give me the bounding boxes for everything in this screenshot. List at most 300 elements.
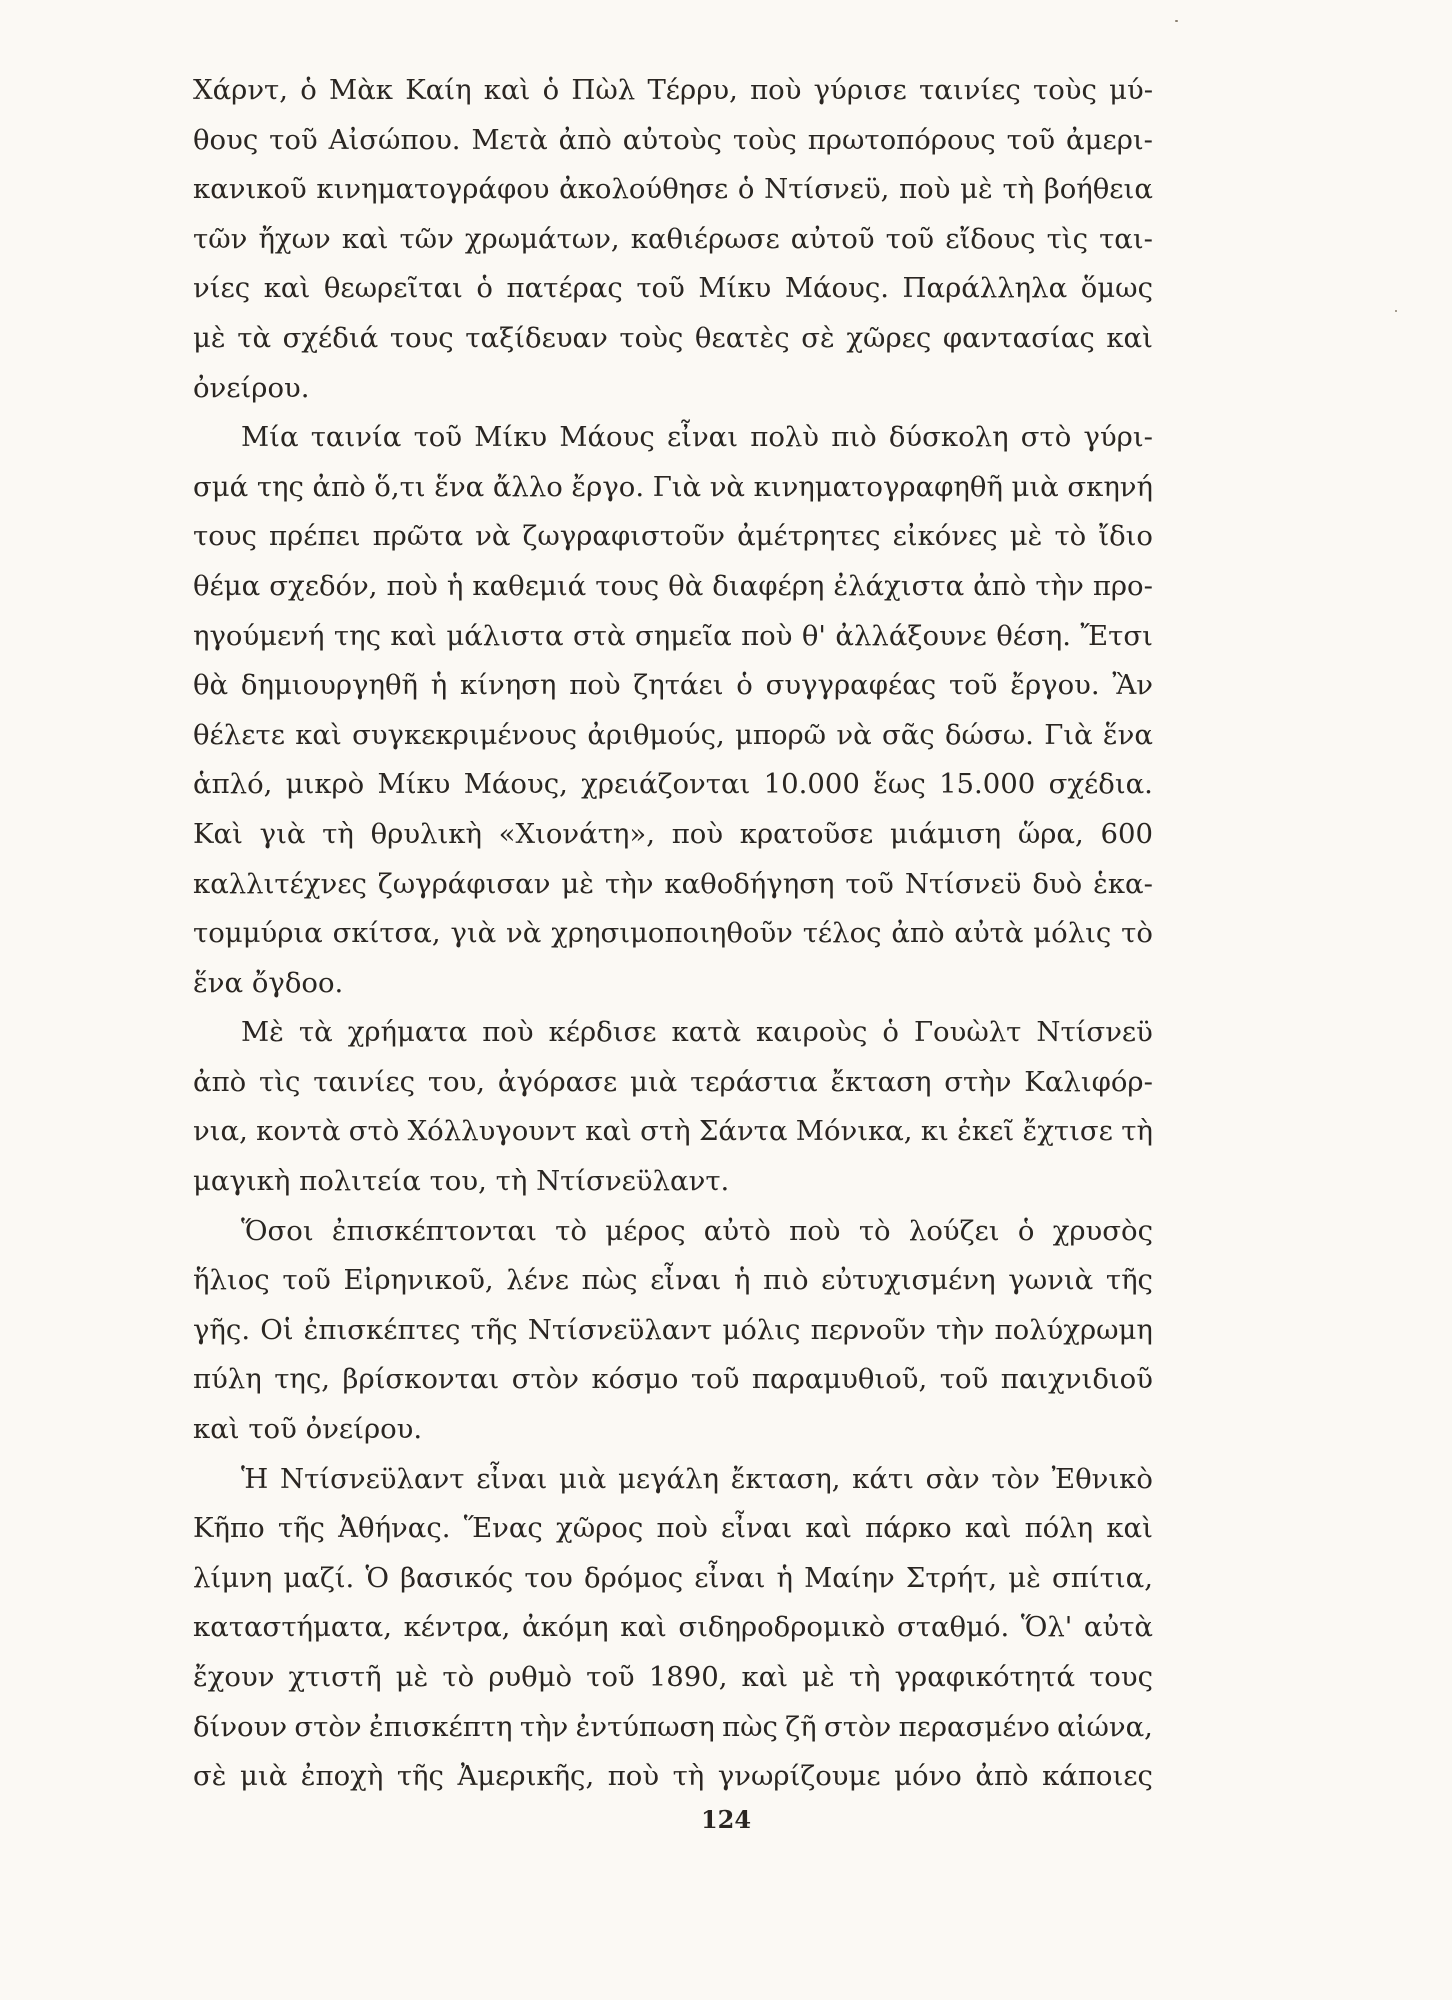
word: της — [333, 619, 381, 652]
word: ἴδιο — [1098, 520, 1153, 553]
text-line — [193, 116, 1153, 166]
word: τοῦ — [413, 421, 463, 454]
word: ηγούμενή — [193, 619, 325, 652]
word: φαντασίας — [942, 321, 1095, 354]
word: μὲ — [960, 173, 993, 206]
word: 15.000 — [939, 768, 1036, 801]
word: ἥλιος — [193, 1264, 270, 1297]
word: ἔκταση — [830, 1065, 932, 1098]
word: Αἰσώπου. — [328, 123, 461, 156]
word: ὁ — [882, 1016, 899, 1049]
text-line — [193, 1554, 1153, 1604]
word: σπίτια, — [1052, 1561, 1153, 1594]
word: σὲ — [801, 321, 835, 354]
word: ἁπλό, — [193, 768, 273, 801]
word: ἄλλο — [492, 470, 563, 503]
word: τὰ — [237, 321, 272, 354]
word: μὲ — [561, 867, 595, 900]
word: κινηματογράφου — [316, 173, 550, 206]
word: δρόμος — [584, 1561, 684, 1594]
word: Ντίσνεϋλαντ. — [536, 1165, 730, 1198]
word: μὲ — [1009, 520, 1043, 553]
word: τὸ — [1054, 520, 1087, 553]
word: Μετὰ — [471, 123, 548, 156]
word: πὼς — [722, 1710, 778, 1743]
word: θέση. — [996, 619, 1071, 652]
word: ἀμέτρητες — [737, 520, 881, 553]
word: ρυθμὸ — [488, 1661, 573, 1693]
word: τεράστια — [690, 1065, 818, 1098]
word: Ντίσνεϋλαντ — [527, 1313, 713, 1346]
word: τους — [595, 569, 660, 602]
text-line — [193, 1752, 1153, 1802]
word: ται- — [1099, 222, 1153, 255]
word: σᾶς — [881, 718, 935, 751]
word: Μία — [241, 421, 299, 454]
word: ἔχουν — [193, 1661, 275, 1693]
word: θεατὲς — [694, 321, 790, 354]
word: τὸν — [991, 1462, 1040, 1495]
word: τους — [1089, 1661, 1153, 1693]
word: ὁ — [476, 272, 493, 305]
word: Καίη — [405, 74, 472, 106]
word: πὼς — [581, 1264, 638, 1297]
word: ποὺ — [741, 619, 793, 652]
word: μὲ — [802, 1661, 835, 1693]
paper-speck — [1175, 20, 1178, 22]
word: ἕνα — [434, 470, 485, 503]
word: τοῦ — [885, 222, 935, 255]
text-line — [193, 1058, 1153, 1108]
word: ἔκταση, — [730, 1462, 841, 1495]
word: βασικός — [400, 1561, 514, 1594]
word: μεγάλη — [617, 1462, 719, 1495]
word: τοὺς — [732, 123, 797, 156]
word: ἐλάχιστα — [833, 569, 965, 602]
word: στὸν — [823, 1710, 892, 1743]
text-line — [193, 1207, 1153, 1257]
word: ἡ — [733, 1264, 751, 1297]
word: ἀκολούθησε — [559, 173, 729, 206]
text-line — [193, 909, 1153, 959]
word: μόνο — [894, 1760, 962, 1793]
paper-speck — [1395, 310, 1397, 312]
word: δύσκολη — [888, 421, 1009, 454]
text-line — [193, 1405, 1153, 1455]
text-line — [193, 1355, 1153, 1405]
text-line — [193, 1008, 1153, 1058]
word: ἡ — [776, 1561, 793, 1594]
text-line — [193, 364, 1153, 414]
word: καὶ — [341, 222, 389, 255]
word: τοῦ — [636, 272, 685, 305]
word: του, — [427, 1065, 486, 1098]
word: αὐτὸ — [703, 1214, 771, 1247]
word: Μίκυ — [698, 272, 772, 305]
word: λούζει — [908, 1214, 1000, 1247]
word: τὴ — [495, 1165, 528, 1198]
word: στὴν — [944, 1065, 1012, 1098]
word: πολιτεία — [299, 1165, 421, 1198]
word: ὅ,τι — [374, 470, 426, 503]
word: σὲ — [193, 1760, 227, 1793]
word: τους — [193, 520, 257, 553]
word: Παράλληλα — [902, 272, 1068, 305]
word: μιὰ — [559, 1462, 607, 1495]
word: εἶναι — [650, 1264, 722, 1297]
word: τὸ — [858, 1214, 891, 1247]
word: ποὺ — [899, 173, 951, 206]
word: θὰ — [668, 569, 704, 602]
word: καὶ — [1106, 321, 1153, 354]
word: τὴ — [322, 817, 354, 850]
word: στὸ — [348, 1115, 400, 1148]
word: ἐπισκέπτες — [303, 1313, 461, 1346]
word: δίνουν — [193, 1710, 288, 1743]
word: ἕνα — [193, 966, 244, 999]
word: ἀπὸ — [973, 569, 1027, 602]
text-line — [193, 612, 1153, 662]
word: κόσμο — [591, 1363, 679, 1396]
word: καθιέρωσε — [630, 222, 780, 255]
word: πύλη — [193, 1363, 262, 1396]
word: τὴ — [848, 1661, 881, 1693]
word: Μὲ — [241, 1016, 284, 1049]
text-line — [193, 810, 1153, 860]
word: 10.000 — [763, 768, 860, 801]
word: Στρήτ, — [905, 1561, 998, 1594]
word: τῆς — [277, 1512, 325, 1545]
word: ἡ — [430, 669, 448, 702]
word: καὶ — [620, 1611, 667, 1644]
word: εἰκόνες — [892, 520, 998, 553]
word: Ἕνας — [463, 1512, 543, 1545]
text-line — [193, 314, 1153, 364]
word: Ἔτσι — [1080, 619, 1153, 652]
word: νια, — [193, 1115, 248, 1148]
word: ἕνα — [1102, 718, 1153, 751]
word: τοῦ — [845, 867, 894, 900]
text-line — [193, 1603, 1153, 1653]
word: ἀριθμούς, — [587, 718, 725, 751]
word: ἀλλάξουνε — [835, 619, 987, 652]
word: Μίκυ — [377, 768, 451, 801]
word: ἕως — [873, 768, 926, 801]
word: πάρκο — [865, 1512, 952, 1545]
word: χρήματα — [347, 1016, 468, 1049]
word: τὰ — [298, 1016, 333, 1049]
word: ταινίες — [313, 1065, 415, 1098]
word: ἀκόμη — [522, 1611, 609, 1644]
word: αἰώνα, — [1057, 1710, 1153, 1743]
word: Γιὰ — [652, 470, 702, 503]
word: Τέρρυ, — [647, 74, 738, 106]
word: τοὺς — [1032, 74, 1097, 106]
word: νίες — [193, 272, 251, 305]
word: καὶ — [483, 74, 531, 106]
word: καὶ — [1106, 1512, 1153, 1545]
word: τοῦ — [939, 1363, 989, 1396]
word: Ντίσνεϋλαντ — [280, 1462, 465, 1495]
word: πιὸ — [763, 1264, 809, 1297]
word: ζωγραφιστοῦν — [522, 520, 726, 553]
word: Ὁ — [365, 1561, 390, 1594]
page-body — [193, 66, 1153, 1802]
word: μὲ — [193, 321, 226, 354]
word: συγκεκριμένους — [352, 718, 578, 751]
word: «Χιονάτη», — [498, 817, 655, 850]
word: τοῦ — [1006, 123, 1056, 156]
word: μαγικὴ — [193, 1165, 291, 1198]
word: πολὺ — [750, 421, 820, 454]
word: ἔχτισε — [1022, 1115, 1113, 1148]
word: στὰ — [572, 619, 626, 652]
word: ἐντύπωση — [575, 1710, 715, 1743]
word: τοῦ — [269, 123, 318, 156]
word: τοῦ — [586, 1661, 635, 1693]
word: καὶ — [263, 272, 311, 305]
word: μόλις — [1033, 917, 1112, 950]
word: ἀπὸ — [312, 470, 366, 503]
word: περασμένο — [898, 1710, 1050, 1743]
word: ἐκεῖ — [957, 1115, 1015, 1148]
word: κοντὰ — [256, 1115, 341, 1148]
word: ἐπισκέπτονται — [331, 1214, 537, 1247]
word: καὶ — [585, 1115, 632, 1148]
word: κατὰ — [671, 1016, 742, 1049]
word: λίμνη — [193, 1561, 273, 1594]
word: καθεμιά — [472, 569, 587, 602]
word: αὐτὰ — [1083, 1611, 1153, 1644]
word: Καλιφόρ- — [1024, 1065, 1153, 1098]
word: γωνιὰ — [1008, 1264, 1094, 1297]
text-line — [193, 1306, 1153, 1356]
word: τέλος — [802, 917, 882, 950]
word: τῆς — [470, 1313, 518, 1346]
word: τὴν — [935, 1313, 985, 1346]
word: τοῦ — [948, 669, 998, 702]
word: νὰ — [709, 470, 746, 503]
word: χτιστῆ — [288, 1661, 382, 1693]
word: ποὺ — [482, 1016, 534, 1049]
word: ποὺ — [671, 817, 724, 850]
word: τοῦ — [248, 1413, 297, 1446]
word: 600 — [1100, 817, 1153, 850]
word: κέντρα, — [403, 1611, 511, 1644]
word: διαφέρη — [712, 569, 825, 602]
word: Μόνικα, — [795, 1115, 913, 1148]
word: πολύχρωμη — [994, 1313, 1153, 1346]
word: του, — [429, 1165, 487, 1198]
word: γῆς. — [193, 1313, 251, 1346]
word: εἶναι — [666, 421, 739, 454]
word: χρειάζονται — [581, 768, 751, 801]
word: νὰ — [475, 520, 511, 553]
word: Ἀμερικῆς, — [457, 1760, 595, 1793]
word: τὴ — [1121, 1115, 1153, 1148]
word: ζωγράφισαν — [377, 867, 551, 900]
word: κινηματογραφηθῆ — [753, 470, 1003, 503]
word: Γουὼλτ — [913, 1016, 1022, 1049]
word: ποὺ — [607, 1760, 660, 1793]
word: σχέδιά — [282, 321, 379, 354]
word: δημιουργηθῆ — [240, 669, 418, 702]
text-line — [193, 661, 1153, 711]
word: τῶν — [399, 222, 454, 255]
text-line — [193, 264, 1153, 314]
text-line — [193, 1107, 1153, 1157]
word: ταινία — [310, 421, 402, 454]
word: Χάρντ, — [193, 74, 288, 106]
word: ποὺ — [569, 669, 621, 702]
word: σιδηροδρομικὸ — [678, 1611, 886, 1644]
word: στὴ — [640, 1115, 691, 1148]
text-line — [193, 1703, 1153, 1753]
word: εἶναι — [694, 1561, 766, 1594]
word: θρυλικὴ — [370, 817, 482, 850]
word: μὲ — [395, 1661, 429, 1693]
word: μπορῶ — [735, 718, 827, 751]
word: ζῆ — [785, 1710, 817, 1743]
word: ποὺ — [656, 1512, 708, 1545]
word: Ἀθήνας. — [338, 1512, 451, 1545]
word: ἐποχὴ — [300, 1760, 384, 1793]
text-line — [193, 959, 1153, 1009]
word: δυὸ — [1032, 867, 1083, 900]
text-line — [193, 1455, 1153, 1505]
word: σχεδόν, — [269, 569, 378, 602]
word: κανικοῦ — [193, 173, 307, 206]
word: μόλις — [722, 1313, 801, 1346]
word: μιὰ — [1011, 470, 1059, 503]
word: γύρισε — [813, 74, 907, 106]
word: γιὰ — [259, 817, 306, 850]
text-line — [193, 1256, 1153, 1306]
word: σκίτσα, — [332, 917, 441, 950]
word: εἶναι — [721, 1512, 793, 1545]
word: ἤχων — [258, 222, 331, 255]
text-line — [193, 512, 1153, 562]
word: τὴ — [672, 1760, 705, 1793]
word: χῶρος — [556, 1512, 644, 1545]
word: μαζί. — [283, 1561, 355, 1594]
word: ὁ — [542, 74, 560, 106]
word: μύ- — [1109, 74, 1153, 106]
text-line — [193, 66, 1153, 116]
word: στὸ — [1020, 421, 1072, 454]
word: ὅμως — [1080, 272, 1153, 305]
word: Μάους. — [784, 272, 889, 305]
text-line — [193, 760, 1153, 810]
word: χῶρες — [846, 321, 932, 354]
word: καιροὺς — [756, 1016, 868, 1049]
word: μικρὸ — [285, 768, 365, 801]
word: ἀμερι- — [1066, 123, 1153, 156]
word: μὲ — [1008, 1561, 1041, 1594]
text-line — [193, 1157, 1153, 1207]
word: θ' — [801, 619, 826, 652]
word: Σάντα — [698, 1115, 788, 1148]
word: κάτι — [852, 1462, 914, 1495]
word: Μαίην — [804, 1561, 895, 1594]
text-line — [193, 413, 1153, 463]
word: ποὺ — [789, 1214, 841, 1247]
word: εἶναι — [476, 1462, 548, 1495]
word: Μάους — [559, 421, 655, 454]
word: ὁ — [300, 74, 317, 106]
word: ὀνείρου. — [305, 1413, 423, 1446]
word: Ἡ — [241, 1462, 269, 1495]
word: στὸν — [294, 1710, 362, 1743]
word: ὀνείρου. — [193, 371, 310, 404]
word: τῶν — [193, 222, 248, 255]
word: λένε — [506, 1264, 569, 1297]
word: τὴν — [605, 867, 654, 900]
word: τὴν — [519, 1710, 569, 1743]
text-line — [193, 1653, 1153, 1703]
word: ὁ — [736, 669, 753, 702]
word: γύρι- — [1083, 421, 1153, 454]
word: καὶ — [193, 1413, 240, 1446]
word: 1890, — [648, 1661, 728, 1693]
word: ἀπὸ — [975, 1760, 1029, 1793]
word: Μίκυ — [474, 421, 548, 454]
text-line — [193, 562, 1153, 612]
word: γραφικότητά — [894, 1661, 1076, 1693]
word: περνοῦν — [810, 1313, 926, 1346]
word: χρωμάτων, — [464, 222, 620, 255]
text-line — [193, 165, 1153, 215]
word: σὰν — [925, 1462, 980, 1495]
word: βρίσκονται — [342, 1363, 500, 1396]
word: ἡ — [446, 569, 464, 602]
word: ὁ — [1017, 1214, 1035, 1247]
word: Ντίσνεϋ, — [764, 173, 890, 206]
word: μιὰ — [240, 1760, 288, 1793]
word: τὴ — [1002, 173, 1035, 206]
word: νὰ — [506, 917, 542, 950]
word: τομμύρια — [193, 917, 323, 950]
word: Κῆπο — [193, 1512, 265, 1545]
word: θεωρεῖται — [323, 272, 463, 305]
word: παιχνιδιοῦ — [1000, 1363, 1153, 1396]
word: Ὅλ' — [1020, 1611, 1073, 1644]
word: Γιὰ — [1044, 718, 1093, 751]
text-line — [193, 860, 1153, 910]
word: ὄγδοο. — [251, 966, 344, 999]
word: ζητάει — [633, 669, 724, 702]
word: αὐτοὺς — [622, 123, 722, 156]
word: μιάμιση — [889, 817, 1002, 850]
word: παραμυθιοῦ, — [751, 1363, 928, 1396]
word: Οἱ — [260, 1313, 294, 1346]
word: Ἐθνικὸ — [1051, 1462, 1153, 1495]
word: ταξίδευαν — [465, 321, 608, 354]
word: της — [256, 470, 304, 503]
word: ὁ — [737, 173, 755, 206]
word: ταινίες — [919, 74, 1021, 106]
word: πρέπει — [268, 520, 361, 553]
word: πατέρας — [506, 272, 623, 305]
page-number: 124 — [700, 1805, 752, 1834]
word: σταθμό. — [896, 1611, 1010, 1644]
word: τοὺς — [619, 321, 684, 354]
word: καὶ — [390, 619, 437, 652]
word: κρατοῦσε — [739, 817, 874, 850]
word: τὶς — [259, 1065, 301, 1098]
word: ἀπὸ — [558, 123, 612, 156]
word: ὥρα, — [1017, 817, 1084, 850]
